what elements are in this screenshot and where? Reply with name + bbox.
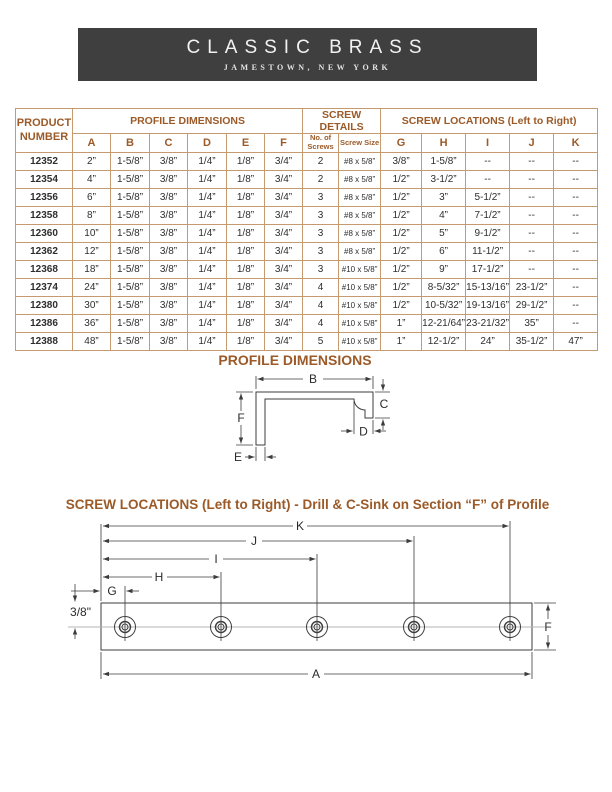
- spec-cell: 1/4”: [188, 225, 227, 243]
- product-number-cell: 12362: [16, 243, 73, 261]
- spec-cell: --: [554, 279, 598, 297]
- profile-dim-c-label: C: [379, 397, 389, 411]
- spec-cell: 1/4”: [188, 333, 227, 351]
- spec-cell: 4: [303, 279, 339, 297]
- table-group-header-row: [16, 109, 598, 134]
- spec-cell: 8”: [73, 207, 111, 225]
- profile-shape: [256, 392, 373, 445]
- spec-cell: 1-5/8”: [111, 297, 150, 315]
- profile-diagram: [225, 372, 400, 467]
- spec-cell: 19-13/16”: [466, 297, 510, 315]
- spec-cell: 17-1/2”: [466, 261, 510, 279]
- spec-cell: 3”: [422, 189, 466, 207]
- spec-cell: 1/4”: [188, 261, 227, 279]
- col-header-b: B: [111, 134, 150, 153]
- table-row: [16, 189, 598, 207]
- spec-cell: 2”: [73, 153, 111, 171]
- spec-cell: 3/4”: [265, 333, 303, 351]
- spec-cell: 3/8”: [150, 279, 188, 297]
- spec-cell: 3/4”: [265, 243, 303, 261]
- spec-cell: 1/4”: [188, 189, 227, 207]
- spec-cell: 15-13/16”: [466, 279, 510, 297]
- spec-cell: 1/4”: [188, 153, 227, 171]
- product-number-cell: 12356: [16, 189, 73, 207]
- spec-cell: 9-1/2”: [466, 225, 510, 243]
- spec-cell: 23-21/32”: [466, 315, 510, 333]
- spec-cell: #8 x 5/8”: [339, 243, 381, 261]
- spec-cell: 3/4”: [265, 153, 303, 171]
- screw-dim-f-label: F: [544, 620, 552, 634]
- spec-cell: 9”: [422, 261, 466, 279]
- spec-cell: 1/2”: [381, 279, 422, 297]
- spec-cell: 1/4”: [188, 315, 227, 333]
- spec-cell: 1”: [381, 315, 422, 333]
- spec-cell: --: [554, 153, 598, 171]
- spec-cell: 1/2”: [381, 243, 422, 261]
- spec-cell: 10”: [73, 225, 111, 243]
- spec-cell: 1/2”: [381, 189, 422, 207]
- spec-cell: 3/8”: [150, 297, 188, 315]
- spec-cell: --: [510, 261, 554, 279]
- screw-locations-header: SCREW LOCATIONS (Left to Right): [381, 109, 598, 134]
- spec-cell: 3/8”: [150, 333, 188, 351]
- spec-cell: #10 x 5/8”: [339, 297, 381, 315]
- spec-cell: 30”: [73, 297, 111, 315]
- spec-cell: 5: [303, 333, 339, 351]
- table-column-header-row: [16, 134, 598, 153]
- spec-cell: 1/4”: [188, 171, 227, 189]
- spec-cell: 3: [303, 243, 339, 261]
- spec-cell: 23-1/2”: [510, 279, 554, 297]
- spec-cell: 1-5/8”: [422, 153, 466, 171]
- spec-cell: 3/8”: [381, 153, 422, 171]
- spec-cell: 1/2”: [381, 171, 422, 189]
- profile-dimensions-header: PROFILE DIMENSIONS: [73, 109, 303, 134]
- spec-cell: 3/8”: [150, 225, 188, 243]
- spec-cell: 1-5/8”: [111, 315, 150, 333]
- spec-cell: 12-1/2”: [422, 333, 466, 351]
- spec-cell: 1-5/8”: [111, 225, 150, 243]
- col-header-c: C: [150, 134, 188, 153]
- spec-cell: 35-1/2”: [510, 333, 554, 351]
- spec-cell: 3/8”: [150, 243, 188, 261]
- spec-cell: 10-5/32”: [422, 297, 466, 315]
- spec-cell: 1/8”: [227, 207, 265, 225]
- spec-cell: 1/4”: [188, 279, 227, 297]
- spec-cell: 4: [303, 297, 339, 315]
- profile-dim-d-label: D: [359, 424, 368, 439]
- spec-cell: 3/4”: [265, 171, 303, 189]
- spec-cell: 1-5/8”: [111, 279, 150, 297]
- spec-cell: 3/8”: [150, 153, 188, 171]
- screw-dim-a-label: A: [311, 667, 321, 681]
- col-header-h: H: [422, 134, 466, 153]
- screw-dim-j-label: J: [251, 534, 257, 548]
- spec-cell: 1/4”: [188, 243, 227, 261]
- spec-cell: 1/8”: [227, 333, 265, 351]
- spec-cell: --: [510, 189, 554, 207]
- spec-cell: 36”: [73, 315, 111, 333]
- product-number-cell: 12388: [16, 333, 73, 351]
- spec-cell: 3: [303, 225, 339, 243]
- spec-cell: 5”: [422, 225, 466, 243]
- spec-cell: 18”: [73, 261, 111, 279]
- spec-cell: 1”: [381, 333, 422, 351]
- table-row: [16, 243, 598, 261]
- spec-cell: 3/4”: [265, 315, 303, 333]
- product-number-cell: 12374: [16, 279, 73, 297]
- spec-cell: 5-1/2”: [466, 189, 510, 207]
- spec-cell: 3-1/2”: [422, 171, 466, 189]
- spec-cell: #10 x 5/8”: [339, 279, 381, 297]
- spec-cell: --: [554, 315, 598, 333]
- table-row: [16, 297, 598, 315]
- product-number-cell: 12354: [16, 171, 73, 189]
- spec-table: [15, 108, 598, 351]
- col-header-a: A: [73, 134, 111, 153]
- screw-dim-h-label: H: [154, 570, 164, 584]
- spec-cell: 1/8”: [227, 297, 265, 315]
- table-row: [16, 315, 598, 333]
- spec-cell: --: [510, 207, 554, 225]
- product-number-cell: 12368: [16, 261, 73, 279]
- spec-cell: 1/2”: [381, 297, 422, 315]
- spec-cell: --: [554, 171, 598, 189]
- spec-cell: 4”: [73, 171, 111, 189]
- brand-location: JAMESTOWN, NEW YORK: [223, 63, 392, 72]
- col-header-j: J: [510, 134, 554, 153]
- screw-dim-i-label: I: [214, 552, 218, 566]
- spec-cell: --: [510, 171, 554, 189]
- col-header-screw-size: Screw Size: [339, 134, 381, 153]
- spec-cell: --: [510, 153, 554, 171]
- spec-cell: 8-5/32”: [422, 279, 466, 297]
- spec-cell: 12”: [73, 243, 111, 261]
- spec-cell: 6”: [422, 243, 466, 261]
- spec-cell: --: [554, 261, 598, 279]
- spec-cell: #8 x 5/8”: [339, 153, 381, 171]
- spec-cell: 1-5/8”: [111, 189, 150, 207]
- spec-cell: --: [554, 207, 598, 225]
- spec-cell: 1/8”: [227, 189, 265, 207]
- spec-cell: 12-21/64”: [422, 315, 466, 333]
- spec-table-body: [16, 153, 598, 351]
- spec-cell: --: [554, 243, 598, 261]
- spec-cell: 3/8”: [150, 261, 188, 279]
- spec-cell: 1-5/8”: [111, 243, 150, 261]
- col-header-e: E: [227, 134, 265, 153]
- table-row: [16, 333, 598, 351]
- spec-cell: 1/2”: [381, 261, 422, 279]
- spec-cell: 1/8”: [227, 153, 265, 171]
- product-number-cell: 12380: [16, 297, 73, 315]
- spec-cell: 2: [303, 153, 339, 171]
- profile-dim-b-label: B: [308, 372, 318, 386]
- table-row: [16, 207, 598, 225]
- col-header-i: I: [466, 134, 510, 153]
- product-number-cell: 12360: [16, 225, 73, 243]
- spec-cell: #10 x 5/8”: [339, 315, 381, 333]
- spec-cell: 3/4”: [265, 261, 303, 279]
- spec-cell: 3/8”: [150, 189, 188, 207]
- spec-cell: 1-5/8”: [111, 153, 150, 171]
- spec-cell: 3: [303, 189, 339, 207]
- table-row: [16, 261, 598, 279]
- screw-dim-g-label: G: [107, 584, 117, 598]
- screw-diagram-title: SCREW LOCATIONS (Left to Right) - Drill & C-Sink on Section “F” of Profile: [65, 497, 550, 512]
- profile-diagram-title: PROFILE DIMENSIONS: [218, 352, 372, 368]
- spec-cell: 3/8”: [150, 207, 188, 225]
- spec-cell: #10 x 5/8”: [339, 333, 381, 351]
- spec-cell: 4: [303, 315, 339, 333]
- product-number-cell: 12352: [16, 153, 73, 171]
- product-number-cell: 12358: [16, 207, 73, 225]
- profile-dim-e-label: E: [233, 450, 243, 464]
- brand-name: CLASSIC BRASS: [186, 37, 429, 58]
- spec-cell: 1/8”: [227, 171, 265, 189]
- spec-cell: --: [510, 243, 554, 261]
- spec-cell: 3/4”: [265, 297, 303, 315]
- spec-cell: 1/4”: [188, 297, 227, 315]
- spec-cell: 1/8”: [227, 315, 265, 333]
- spec-cell: 3/8”: [150, 171, 188, 189]
- spec-cell: 47”: [554, 333, 598, 351]
- spec-cell: 2: [303, 171, 339, 189]
- spec-cell: 1/4”: [188, 207, 227, 225]
- spec-cell: 1/8”: [227, 243, 265, 261]
- col-header-f: F: [265, 134, 303, 153]
- table-row: [16, 279, 598, 297]
- spec-cell: 1/8”: [227, 261, 265, 279]
- spec-cell: #8 x 5/8”: [339, 225, 381, 243]
- spec-cell: --: [466, 153, 510, 171]
- spec-cell: 48”: [73, 333, 111, 351]
- spec-cell: 1/8”: [227, 279, 265, 297]
- screw-dim-k-label: K: [295, 519, 305, 533]
- spec-cell: 29-1/2”: [510, 297, 554, 315]
- spec-cell: --: [466, 171, 510, 189]
- spec-cell: --: [554, 189, 598, 207]
- spec-cell: 3/4”: [265, 225, 303, 243]
- spec-cell: #10 x 5/8”: [339, 261, 381, 279]
- col-header-g: G: [381, 134, 422, 153]
- profile-dim-f-label: F: [237, 411, 245, 425]
- spec-cell: 4”: [422, 207, 466, 225]
- spec-cell: 1-5/8”: [111, 261, 150, 279]
- spec-cell: --: [510, 225, 554, 243]
- spec-cell: #8 x 5/8”: [339, 189, 381, 207]
- spec-cell: #8 x 5/8”: [339, 171, 381, 189]
- spec-cell: 1/2”: [381, 225, 422, 243]
- spec-cell: 1-5/8”: [111, 171, 150, 189]
- spec-cell: 24”: [73, 279, 111, 297]
- product-number-header: PRODUCT NUMBER: [16, 109, 73, 153]
- spec-cell: 3/4”: [265, 279, 303, 297]
- screw-details-header: SCREW DETAILS: [303, 109, 381, 134]
- screw-locations-diagram: [55, 516, 560, 688]
- table-row: [16, 171, 598, 189]
- table-row: [16, 153, 598, 171]
- spec-cell: 1-5/8”: [111, 207, 150, 225]
- spec-cell: 1/2”: [381, 207, 422, 225]
- spec-cell: 3/4”: [265, 189, 303, 207]
- col-header-no-of-screws: No. of Screws: [303, 134, 339, 153]
- spec-cell: 35”: [510, 315, 554, 333]
- spec-cell: #8 x 5/8”: [339, 207, 381, 225]
- screw-dim-offset-label: 3/8": [70, 605, 91, 619]
- spec-cell: 7-1/2”: [466, 207, 510, 225]
- spec-cell: 3: [303, 261, 339, 279]
- brand-banner: [78, 28, 537, 81]
- spec-cell: 3: [303, 207, 339, 225]
- spec-cell: 24”: [466, 333, 510, 351]
- spec-cell: --: [554, 225, 598, 243]
- product-number-cell: 12386: [16, 315, 73, 333]
- spec-cell: 6”: [73, 189, 111, 207]
- spec-cell: 1/8”: [227, 225, 265, 243]
- spec-cell: 3/8”: [150, 315, 188, 333]
- col-header-d: D: [188, 134, 227, 153]
- spec-cell: 11-1/2”: [466, 243, 510, 261]
- table-row: [16, 225, 598, 243]
- spec-cell: 3/4”: [265, 207, 303, 225]
- col-header-k: K: [554, 134, 598, 153]
- spec-cell: --: [554, 297, 598, 315]
- spec-cell: 1-5/8”: [111, 333, 150, 351]
